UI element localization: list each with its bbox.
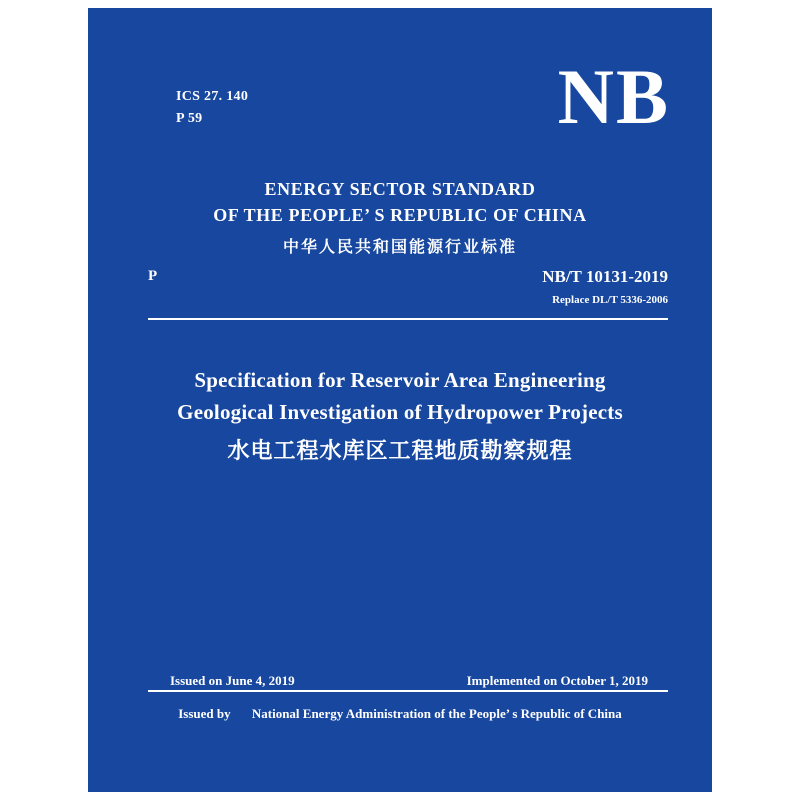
main-title-cn: 水电工程水库区工程地质勘察规程 [227, 439, 573, 464]
standard-number: NB/T 10131-2019 [542, 267, 668, 286]
divider-top [148, 318, 668, 320]
main-title-en-line1: Specification for Reservoir Area Engineering [194, 368, 606, 392]
standard-title-en-line1: ENERGY SECTOR STANDARD [264, 179, 536, 199]
ics-number: ICS 27. 140 [176, 89, 249, 104]
standard-code-row [148, 266, 668, 309]
issued-on-date: Issued on June 4, 2019 [170, 673, 295, 688]
main-title-block [128, 364, 672, 470]
standard-cover [88, 8, 712, 792]
issue-dates-row [170, 672, 648, 690]
standard-title-cn: 中华人民共和国能源行业标准 [282, 237, 517, 256]
issued-by-row [88, 704, 712, 724]
divider-bottom [148, 690, 668, 692]
standard-category-letter: P [148, 268, 158, 284]
classification-code: P 59 [176, 111, 203, 126]
issued-by-authority: National Energy Administration of the People’ s Republic of China [251, 706, 622, 721]
issued-by-label: Issued by [178, 706, 231, 721]
standard-title-en-line2: OF THE PEOPLE’ S REPUBLIC OF CHINA [213, 205, 587, 225]
nb-logo: NB [557, 53, 670, 140]
standard-number-block [542, 266, 668, 309]
standard-replaces: Replace DL/T 5336-2006 [552, 294, 668, 306]
main-title-en-line2: Geological Investigation of Hydropower Projects [177, 400, 623, 424]
ics-classification-block [176, 86, 248, 130]
implemented-on-date: Implemented on October 1, 2019 [466, 673, 648, 688]
standard-title-block [88, 176, 712, 262]
